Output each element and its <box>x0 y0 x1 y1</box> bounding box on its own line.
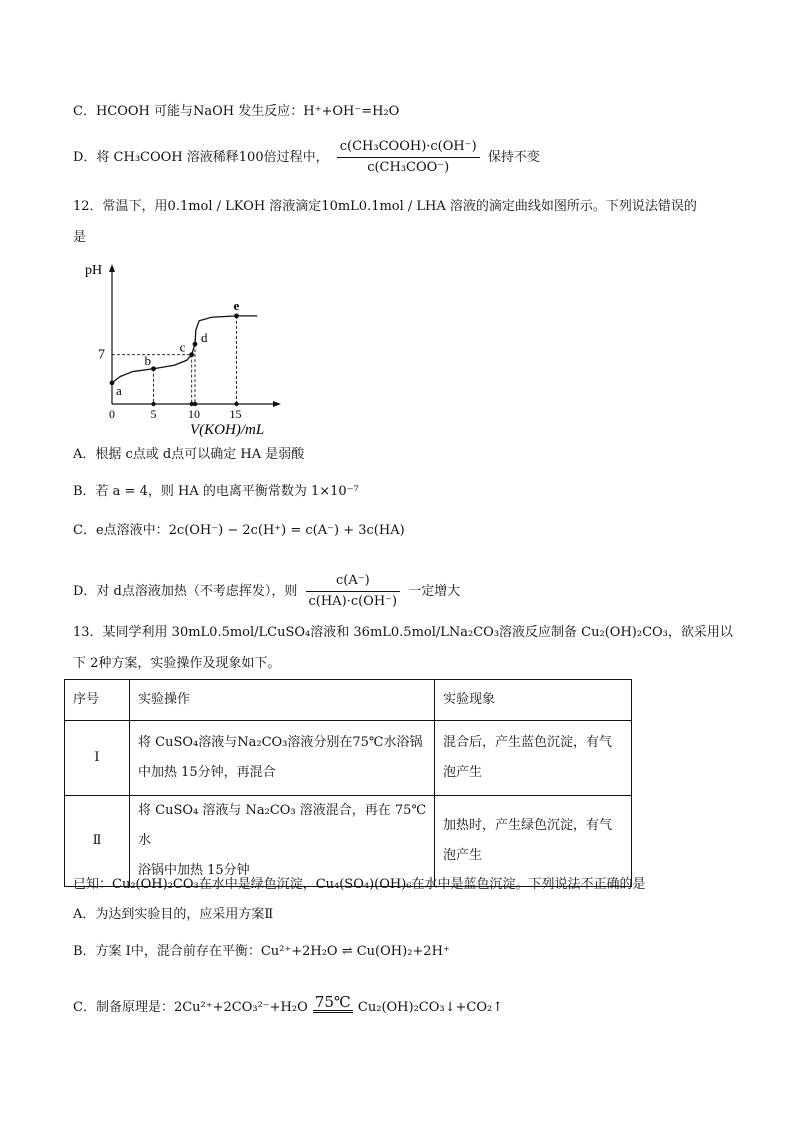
operation-line: 浴锅中加热 15分钟 <box>138 863 250 878</box>
q11-option-d-suffix: 保持不变 <box>487 150 540 165</box>
q13-stem-line2: 下 2种方案，实验操作及现象如下。 <box>73 656 281 671</box>
x-tick-label: 15 <box>229 407 242 421</box>
fraction-denominator: c(CH₃COO⁻) <box>367 160 450 175</box>
observation-line: 泡产生 <box>443 848 483 863</box>
q11-option-d-prefix: D．将 CH₃COOH 溶液稀释100倍过程中， <box>73 150 329 165</box>
header-cell-operation: 实验操作 <box>130 680 435 721</box>
observation-line: 泡产生 <box>443 765 483 780</box>
q13-option-a: A．为达到实验目的，应采用方案Ⅱ <box>73 907 274 922</box>
fraction-numerator: c(CH₃COOH)·c(OH⁻) <box>337 138 480 158</box>
observation-line: 加热时，产生绿色沉淀，有气 <box>443 818 613 833</box>
row-id: Ⅱ <box>65 796 130 887</box>
operation-line: 将 CuSO₄ 溶液与 Na₂CO₃ 溶液混合，再在 75℃水 <box>138 803 426 848</box>
y-axis-arrow <box>109 264 115 272</box>
axis-marker <box>151 402 155 406</box>
axis-marker <box>193 402 197 406</box>
q12-option-c: C．e点溶液中：2c(OH⁻) − 2c(H⁺) = c(A⁻) + 3c(HA) <box>73 523 405 538</box>
x-axis-label: V(KOH)/mL <box>190 422 265 438</box>
q12-option-d <box>73 572 460 611</box>
q12-option-a: A．根据 c点或 d点可以确定 HA 是弱酸 <box>73 447 305 462</box>
point-label-e: e <box>233 297 240 313</box>
fraction-denominator: c(HA)·c(OH⁻) <box>308 594 398 609</box>
q13-option-c-prefix: C．制备原理是：2Cu²⁺+2CO₃²⁻+H₂O <box>73 1000 308 1015</box>
q11-option-c: C．HCOOH 可能与NaOH 发生反应：H⁺+OH⁻=H₂O <box>73 104 400 119</box>
x-axis-arrow <box>273 401 281 407</box>
q13-option-c-suffix: Cu₂(OH)₂CO₃↓+CO₂↑ <box>357 1000 504 1015</box>
table-header-row <box>65 680 632 721</box>
q11-option-d <box>73 138 540 177</box>
q12-option-b: B．若 a = 4，则 HA 的电离平衡常数为 1×10⁻⁷ <box>73 484 359 499</box>
point-label-b: b <box>144 352 151 368</box>
x-tick-label: 0 <box>109 407 115 421</box>
row-operation <box>130 721 435 796</box>
point-label-d: d <box>201 330 208 346</box>
table-row <box>65 796 632 887</box>
q12-option-d-suffix: 一定增大 <box>408 584 461 599</box>
row-observation <box>435 721 632 796</box>
axis-marker <box>234 402 238 406</box>
reaction-condition <box>313 994 353 1021</box>
point-c <box>189 352 194 357</box>
q13-option-b: B．方案 Ⅰ中，混合前存在平衡：Cu²⁺+2H₂O ⇌ Cu(OH)₂+2H⁺ <box>73 944 450 959</box>
y-axis-label: pH <box>85 263 103 278</box>
y-tick-label: 7 <box>98 347 105 363</box>
q12-option-d-fraction <box>306 572 401 611</box>
point-a <box>110 380 115 385</box>
header-cell-id: 序号 <box>65 680 130 721</box>
titration-curve-chart <box>72 258 292 438</box>
q13-stem-line1: 13．某同学利用 30mL0.5mol/LCuSO₄溶液和 36mL0.5mol/LNa₂CO₃溶液反应制备 Cu₂(OH)₂CO₃，欲采用以 <box>73 625 733 640</box>
row-operation <box>130 796 435 887</box>
row-id: Ⅰ <box>65 721 130 796</box>
x-tick-label: 10 <box>188 407 200 421</box>
guide-lines <box>112 316 237 404</box>
point-d <box>193 342 198 347</box>
header-cell-observation: 实验现象 <box>435 680 632 721</box>
q12-stem-line2: 是 <box>73 230 87 245</box>
point-b <box>151 366 156 371</box>
table-row <box>65 721 632 796</box>
q12-stem-line1: 12．常温下，用0.1mol / LKOH 溶液滴定10mL0.1mol / LHA 溶液的滴定曲线如图所示。下列说法错误的 <box>73 199 697 214</box>
condition-temperature: 75℃ <box>314 993 351 1011</box>
row-observation <box>435 796 632 887</box>
observation-line: 混合后，产生蓝色沉淀，有气 <box>443 735 613 750</box>
axes <box>112 268 277 404</box>
point-label-c: c <box>179 339 186 355</box>
experiment-table <box>64 679 632 887</box>
q13-option-c <box>73 994 503 1021</box>
fraction-numerator: c(A⁻) <box>306 572 401 592</box>
q12-option-d-prefix: D．对 d点溶液加热（不考虑挥发），则 <box>73 584 298 599</box>
q11-option-d-fraction <box>337 138 480 177</box>
q13-known: 已知：Cu₂(OH)₂CO₃在水中是绿色沉淀，Cu₄(SO₄)(OH)₆在水中是蓝色沉淀。下列说法不正确的是 <box>73 877 646 892</box>
x-tick-label: 5 <box>150 407 157 421</box>
operation-line: 中加热 15分钟，再混合 <box>138 765 276 780</box>
point-label-a: a <box>116 382 122 398</box>
operation-line: 将 CuSO₄溶液与Na₂CO₃溶液分别在75℃水浴锅 <box>138 735 423 750</box>
point-e <box>234 313 239 318</box>
data-points <box>110 298 240 406</box>
